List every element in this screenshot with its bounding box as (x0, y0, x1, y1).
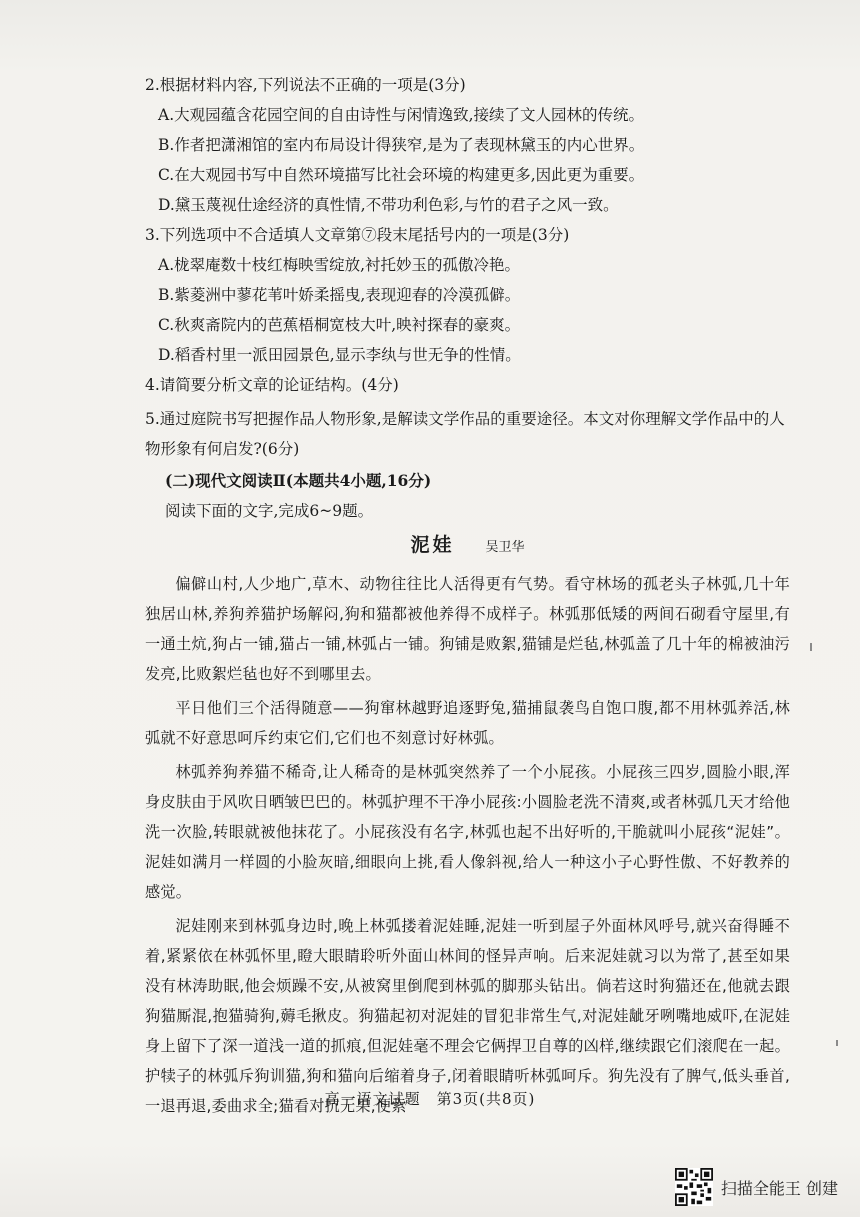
scan-speck (810, 643, 812, 651)
option-c: C.秋爽斋院内的芭蕉梧桐宽枝大叶,映衬探春的豪爽。 (158, 316, 521, 334)
question-4: 4.请简要分析文章的论证结构。(4分) (145, 376, 399, 394)
question-5: 5.通过庭院书写把握作品人物形象,是解读文学作品的重要途径。本文对你理解文学作品中的人物形象有何启发?(6分) (145, 410, 785, 458)
page-footer: 高一语文试题 第3页(共8页) (324, 1090, 536, 1108)
article-paragraph: 平日他们三个活得随意——狗窜林越野追逐野兔,猫捕鼠袭鸟自饱口腹,都不用林弧养活,林弧就不好意思呵斥约束它们,它们也不刻意讨好林弧。 (145, 699, 790, 747)
option-a: A.大观园蕴含花园空间的自由诗性与闲情逸致,接续了文人园林的传统。 (158, 106, 645, 124)
section-heading: (二)现代文阅读Ⅱ(本题共4小题,16分) (165, 471, 432, 490)
article-paragraph: 泥娃刚来到林弧身边时,晚上林弧搂着泥娃睡,泥娃一听到屋子外面林风呼号,就兴奋得睡不着,紧紧依在林弧怀里,瞪大眼睛聆听外面山林间的怪异声响。后来泥娃就习以为常了,甚至如果没有林涛助眠,他会烦躁不安,从被窝里倒爬到林弧的脚那头钻出。倘若这时狗猫还在,他就去跟狗猫厮混,抱猫骑狗,薅毛揪皮。狗猫起初对泥娃的冒犯非常生气,对泥娃龇牙咧嘴地威吓,在泥娃身上留下了深一道浅一道的抓痕,但泥娃毫不理会它俩捍卫自尊的凶样,继续跟它们滚爬在一起。护犊子的林弧斥狗训猫,狗和猫向后缩着身子,闭着眼睛听林弧呵斥。狗先没有了脾气,低头垂首,一退再退,委曲求全;猫看对抗无果,便索 (145, 917, 790, 1115)
option-b: B.作者把潇湘馆的室内布局设计得狭窄,是为了表现林黛玉的内心世界。 (158, 136, 645, 154)
section-instruction: 阅读下面的文字,完成6~9题。 (165, 502, 374, 520)
option-b: B.紫菱洲中蓼花苇叶娇柔摇曳,表现迎春的冷漠孤僻。 (158, 286, 521, 304)
qr-code-icon (675, 1168, 713, 1206)
question-stem: 2.根据材料内容,下列说法不正确的一项是(3分) (145, 76, 466, 94)
article-paragraph: 偏僻山村,人少地广,草木、动物往往比人活得更有气势。看守林场的孤老头子林弧,几十年独居山林,养狗养猫护场解闷,狗和猫都被他养得不成样子。林弧那低矮的两间石砌看守屋里,有一通土炕,狗占一铺,猫占一铺,林弧占一铺。狗铺是败絮,猫铺是烂毡,林弧盖了几十年的棉被油污发亮,比败絮烂毡也好不到哪里去。 (145, 575, 790, 683)
article-header (145, 530, 790, 563)
question-stem: 3.下列选项中不合适填人文章第⑦段末尾括号内的一项是(3分) (145, 226, 570, 244)
question-3 (145, 224, 790, 366)
exam-content (145, 74, 790, 1125)
option-c: C.在大观园书写中自然环境描写比社会环境的构建更多,因此更为重要。 (158, 166, 645, 184)
option-d: D.黛玉蔑视仕途经济的真性情,不带功利色彩,与竹的君子之风一致。 (158, 196, 619, 214)
article-author: 吴卫华 (485, 540, 525, 555)
watermark-text: 扫描全能王 创建 (720, 1178, 838, 1198)
option-d: D.稻香村里一派田园景色,显示李纨与世无争的性情。 (158, 346, 521, 364)
scan-speck (836, 1040, 838, 1046)
scanner-watermark (675, 1168, 838, 1206)
article-paragraph: 林弧养狗养猫不稀奇,让人稀奇的是林弧突然养了一个小屁孩。小屁孩三四岁,圆脸小眼,浑身皮肤由于风吹日晒皱巴巴的。林弧护理不干净小屁孩:小圆脸老洗不清爽,或者林弧几天才给他洗一次脸,转眼就被他抹花了。小屁孩没有名字,林弧也起不出好听的,干脆就叫小屁孩“泥娃”。泥娃如满月一样圆的小脸灰暗,细眼向上挑,看人像斜视,给人一种这小子心野性傲、不好教养的感觉。 (145, 763, 790, 901)
article-title: 泥娃 (410, 534, 455, 556)
article-body (145, 569, 790, 1121)
question-2 (145, 74, 790, 216)
option-a: A.栊翠庵数十枝红梅映雪绽放,衬托妙玉的孤傲冷艳。 (158, 256, 521, 274)
